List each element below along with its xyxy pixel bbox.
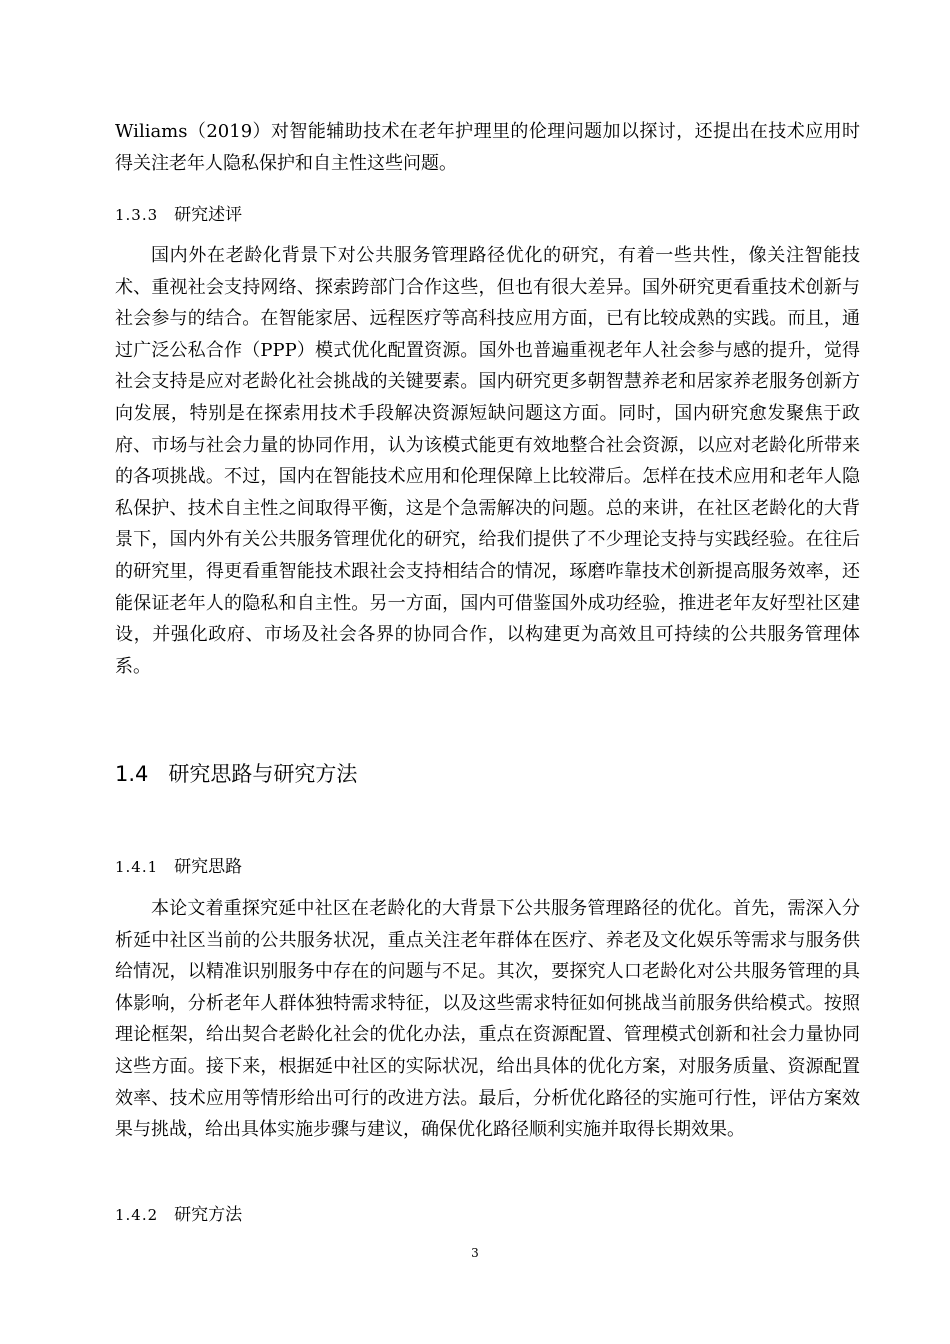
subsection-number: 1.3.3: [115, 206, 159, 224]
subsection-heading-1-4-2: [115, 1203, 242, 1227]
subsection-number: 1.4.1: [115, 858, 159, 876]
subsection-title: 研究方法: [174, 1205, 243, 1225]
section-number: 1.4: [115, 762, 149, 786]
subsection-number: 1.4.2: [115, 1206, 159, 1224]
intro-paragraph: Wiliams（2019）对智能辅助技术在老年护理里的伦理问题加以探讨，还提出在技术应用时得关注老年人隐私保护和自主性这些问题。: [115, 121, 860, 174]
page-number: 3: [471, 1246, 479, 1260]
subsection-title: 研究思路: [174, 857, 243, 877]
section-title: 研究思路与研究方法: [168, 762, 358, 786]
subsection-title: 研究述评: [174, 205, 243, 225]
section-heading-1-4: [115, 760, 357, 788]
subsection-heading-1-3-3: [115, 203, 242, 227]
review-paragraph: 国内外在老龄化背景下对公共服务管理路径优化的研究，有着一些共性，像关注智能技术、重视社会支持网络、探索跨部门合作这些，但也有很大差异。国外研究更看重技术创新与社会参与的结合。在智能家居、远程医疗等高科技应用方面，已有比较成熟的实践。而且，通过广泛公私合作（PPP）模式优化配置资源。国外也普遍重视老年人社会参与感的提升，觉得社会支持是应对老龄化社会挑战的关键要素。国内研究更多朝智慧养老和居家养老服务创新方向发展，特别是在探索用技术手段解决资源短缺问题这方面。同时，国内研究愈发聚焦于政府、市场与社会力量的协同作用，认为该模式能更有效地整合社会资源，以应对老龄化所带来的各项挑战。不过，国内在智能技术应用和伦理保障上比较滞后。怎样在技术应用和老年人隐私保护、技术自主性之间取得平衡，这是个急需解决的问题。总的来讲，在社区老龄化的大背景下，国内外有关公共服务管理优化的研究，给我们提供了不少理论支持与实践经验。在往后的研究里，得更看重智能技术跟社会支持相结合的情况，琢磨咋靠技术创新提高服务效率，还能保证老年人的隐私和自主性。另一方面，国内可借鉴国外成功经验，推进老年友好型社区建设，并强化政府、市场及社会各界的协同合作，以构建更为高效且可持续的公共服务管理体系。: [115, 245, 860, 677]
subsection-heading-1-4-1: [115, 855, 242, 879]
research-approach-paragraph: 本论文着重探究延中社区在老龄化的大背景下公共服务管理路径的优化。首先，需深入分析延中社区当前的公共服务状况，重点关注老年群体在医疗、养老及文化娱乐等需求与服务供给情况，以精准识别服务中存在的问题与不足。其次，要探究人口老龄化对公共服务管理的具体影响，分析老年人群体独特需求特征，以及这些需求特征如何挑战当前服务供给模式。按照理论框架，给出契合老龄化社会的优化办法，重点在资源配置、管理模式创新和社会力量协同这些方面。接下来，根据延中社区的实际状况，给出具体的优化方案，对服务质量、资源配置效率、技术应用等情形给出可行的改进方法。最后，分析优化路径的实施可行性，评估方案效果与挑战，给出具体实施步骤与建议，确保优化路径顺利实施并取得长期效果。: [115, 898, 860, 1141]
